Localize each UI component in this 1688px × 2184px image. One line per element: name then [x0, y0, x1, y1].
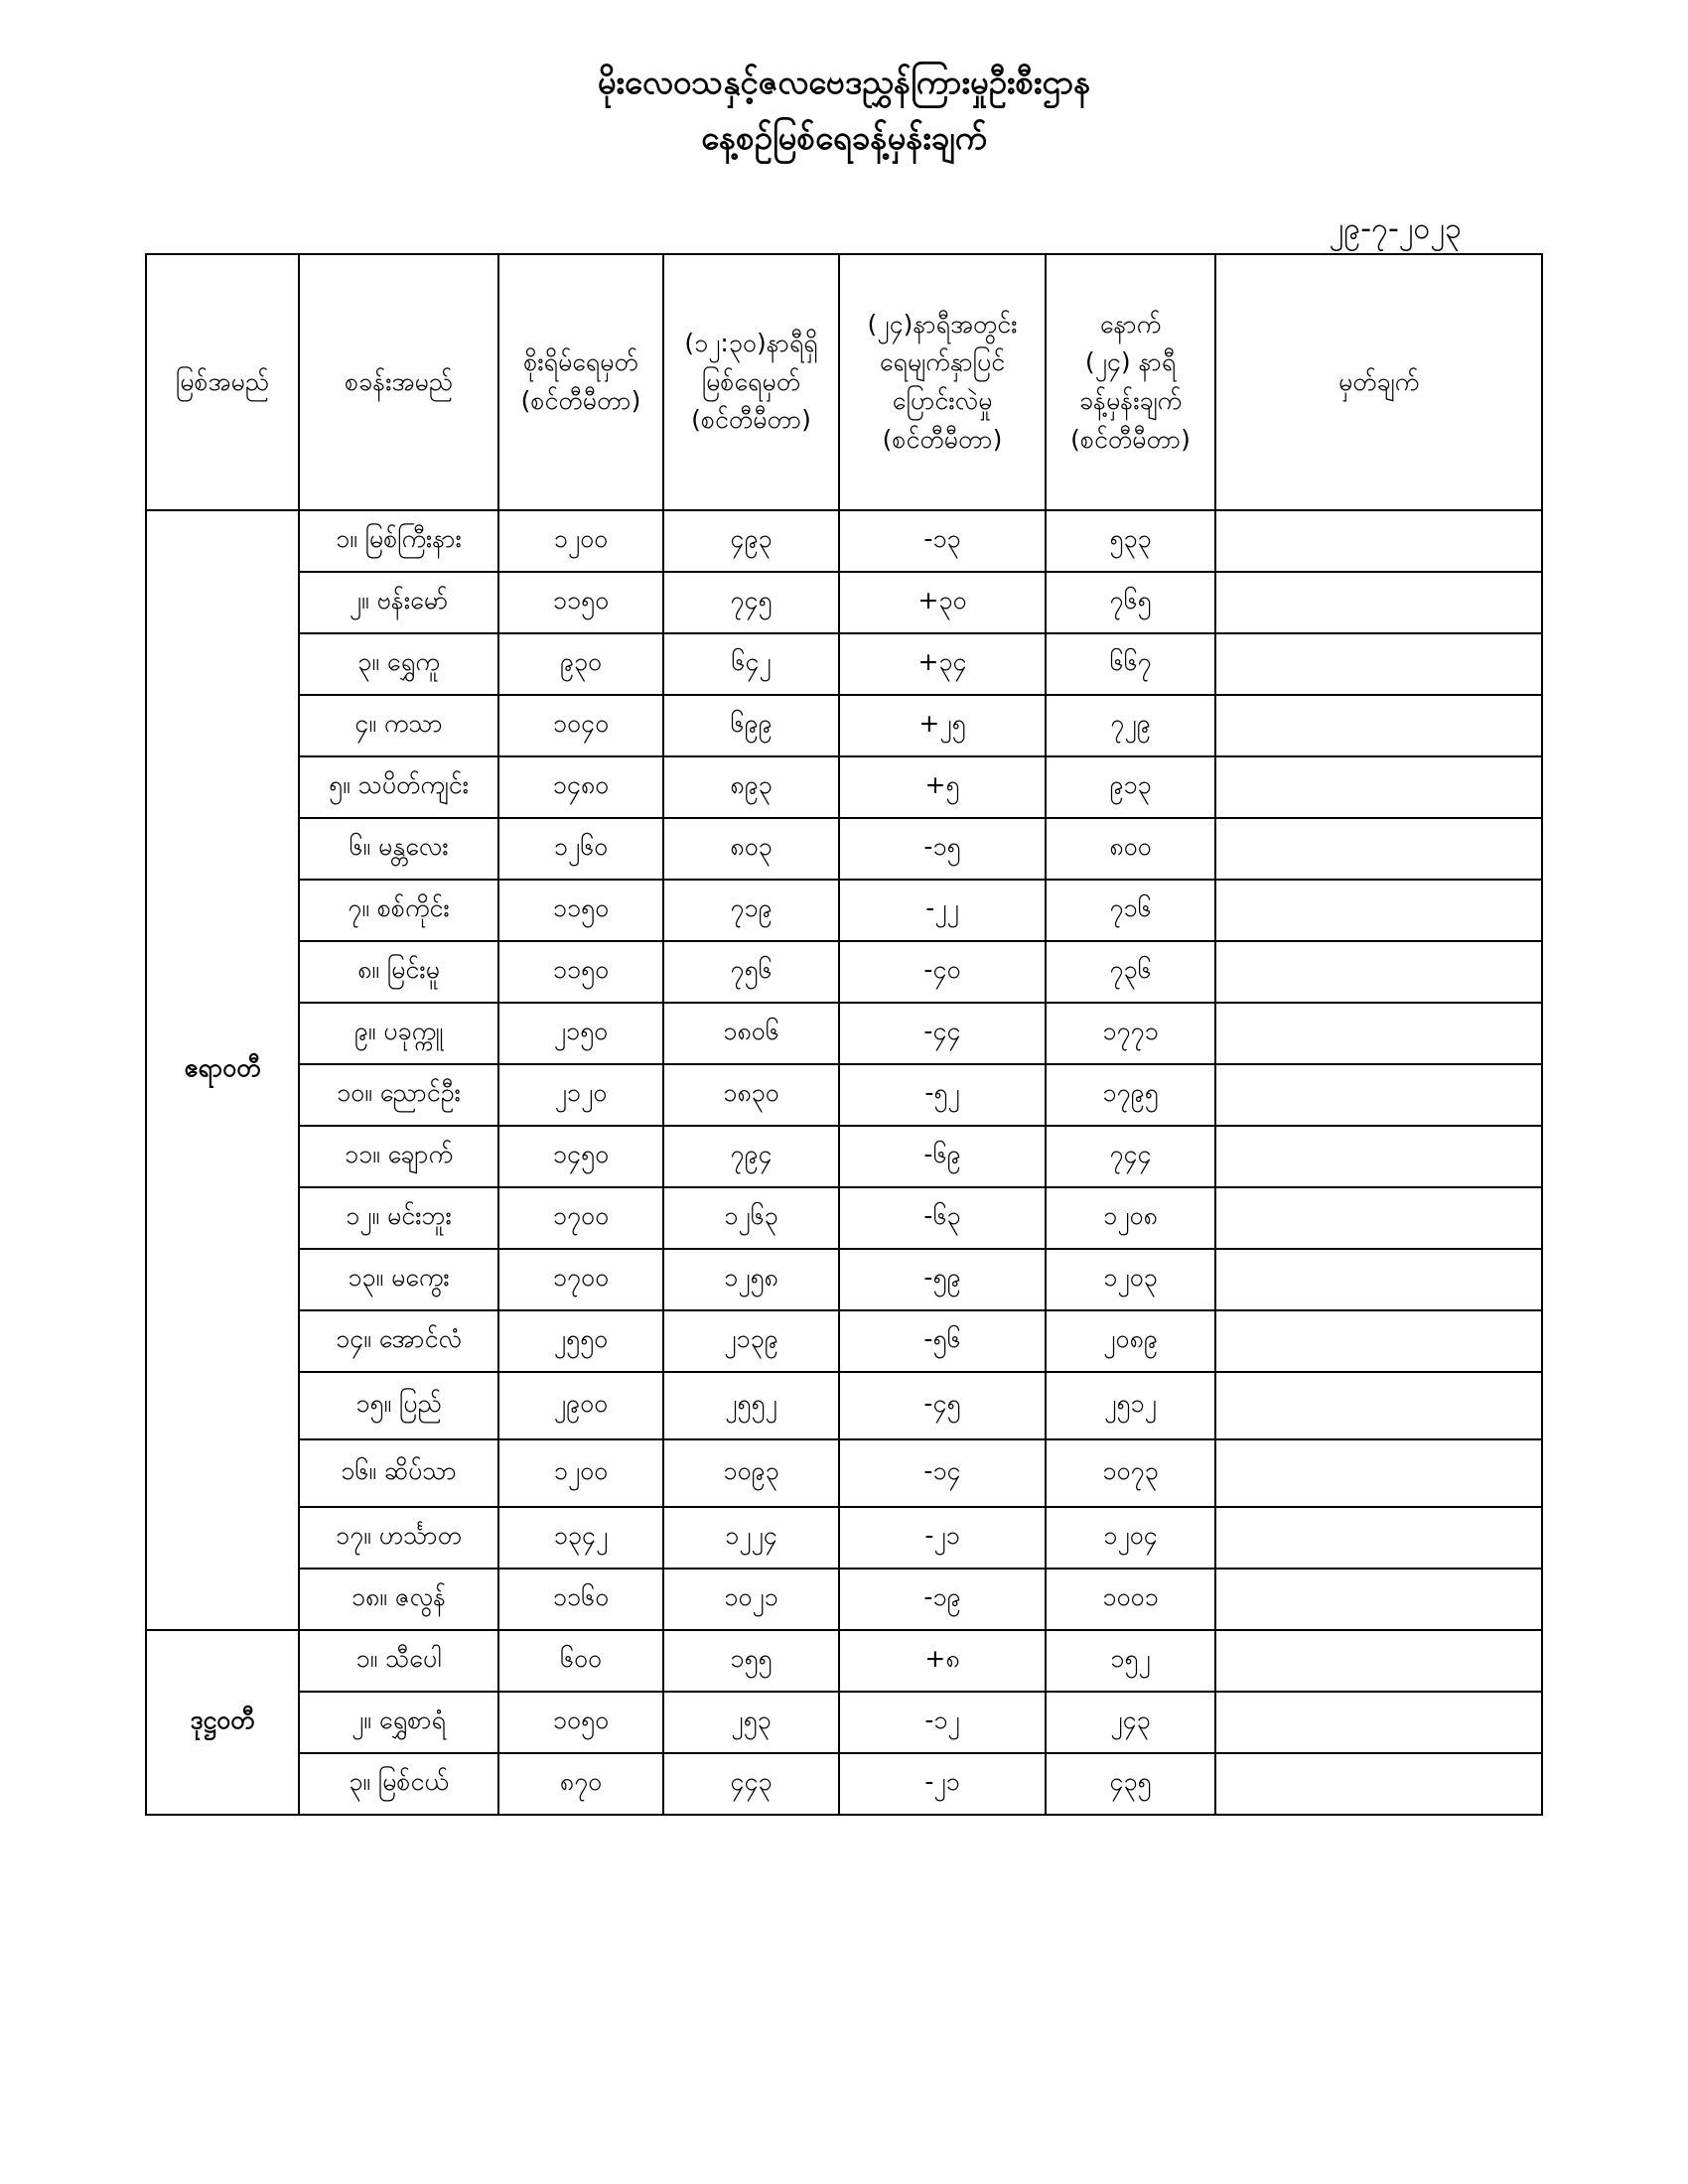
water-level-change: -၁၂ [839, 1692, 1046, 1753]
water-level-change: -၅၆ [839, 1310, 1046, 1372]
forecast-level: ၁၀၇၃ [1046, 1439, 1215, 1507]
remark [1215, 1753, 1542, 1815]
station-name: ၃။ ရွှေကူ [299, 633, 498, 695]
header-station [299, 254, 498, 510]
forecast-level: ၁၀၀၁ [1046, 1569, 1215, 1630]
water-level-change: -၄၀ [839, 941, 1046, 1003]
danger-level: ၁၇၀၀ [498, 1187, 663, 1249]
current-level: ၈၉၃ [663, 756, 839, 818]
table-header [146, 254, 1542, 510]
forecast-level: ၇၄၄ [1046, 1126, 1215, 1187]
table-row [146, 1692, 1542, 1753]
station-name: ၁၁။ ချောက် [299, 1126, 498, 1187]
forecast-level: ၂၅၁၂ [1046, 1372, 1215, 1439]
remark [1215, 1064, 1542, 1126]
danger-level: ၁၂၀၀ [498, 510, 663, 572]
remark [1215, 510, 1542, 572]
current-level: ၇၉၄ [663, 1126, 839, 1187]
table-row [146, 756, 1542, 818]
station-name: ၁၆။ ဆိပ်သာ [299, 1439, 498, 1507]
header-line: (စင်တီမီတာ) [520, 386, 641, 415]
header-line: (၂၄) နာရီ [1084, 347, 1177, 377]
forecast-level: ၁၂၀၄ [1046, 1507, 1215, 1569]
forecast-level: ၁၂၀၃ [1046, 1249, 1215, 1310]
header-line: (၁၂:၃၀)နာရီရှိ [684, 328, 818, 357]
table-row [146, 1064, 1542, 1126]
danger-level: ၁၄၈၀ [498, 756, 663, 818]
table-row [146, 1126, 1542, 1187]
table-row [146, 1372, 1542, 1439]
station-name: ၄။ ကသာ [299, 695, 498, 756]
water-level-change: -၁၄ [839, 1439, 1046, 1507]
header-line: (စင်တီမီတာ) [882, 424, 1003, 454]
table-row [146, 695, 1542, 756]
station-name: ၁၇။ ဟင်္သာတ [299, 1507, 498, 1569]
danger-level: ၁၇၀၀ [498, 1249, 663, 1310]
station-name: ၁၃။ မကွေး [299, 1249, 498, 1310]
table-row [146, 572, 1542, 633]
forecast-level: ၂၀၈၉ [1046, 1310, 1215, 1372]
header-line: စိုးရိမ်ရေမှတ် [523, 347, 638, 377]
danger-level: ၉၃၀ [498, 633, 663, 695]
station-name: ၁၀။ ညောင်ဦး [299, 1064, 498, 1126]
danger-level: ၆၀၀ [498, 1630, 663, 1692]
remark [1215, 1126, 1542, 1187]
station-name: ၆။ မန္တလေး [299, 818, 498, 880]
forecast-level: ၆၆၇ [1046, 633, 1215, 695]
water-level-change: +၅ [839, 756, 1046, 818]
header-line: ပြောင်းလဲမှု [892, 386, 993, 415]
water-level-change: -၁၉ [839, 1569, 1046, 1630]
water-level-change: -၅၉ [839, 1249, 1046, 1310]
water-level-change: -၂၂ [839, 880, 1046, 941]
header-line: မှတ်ချက် [1337, 366, 1420, 396]
current-level: ၂၁၃၉ [663, 1310, 839, 1372]
water-level-change: -၆၃ [839, 1187, 1046, 1249]
station-name: ၂။ ဗန်းမော် [299, 572, 498, 633]
table-row [146, 1310, 1542, 1372]
station-name: ၁၂။ မင်းဘူး [299, 1187, 498, 1249]
current-level: ၁၀၂၁ [663, 1569, 839, 1630]
current-level: ၁၂၅၈ [663, 1249, 839, 1310]
station-name: ၅။ သပိတ်ကျင်း [299, 756, 498, 818]
current-level: ၇၄၅ [663, 572, 839, 633]
report-date: ၂၉-၇-၂၀၂၃ [1329, 211, 1462, 246]
current-level: ၁၈၃၀ [663, 1064, 839, 1126]
forecast-level: ၂၄၃ [1046, 1692, 1215, 1753]
station-name: ၁၄။ အောင်လံ [299, 1310, 498, 1372]
page-subtitle: နေ့စဉ်မြစ်ရေခန့်မှန်းချက် [701, 118, 987, 157]
station-name: ၁။ မြစ်ကြီးနား [299, 510, 498, 572]
danger-level: ၁၄၅၀ [498, 1126, 663, 1187]
current-level: ၄၄၃ [663, 1753, 839, 1815]
table-row [146, 1249, 1542, 1310]
forecast-level: ၈၀၀ [1046, 818, 1215, 880]
current-level: ၂၅၃ [663, 1692, 839, 1753]
danger-level: ၁၃၄၂ [498, 1507, 663, 1569]
current-level: ၁၂၆၃ [663, 1187, 839, 1249]
forecast-level: ၇၂၉ [1046, 695, 1215, 756]
table-row [146, 1630, 1542, 1692]
water-level-change: +၃၄ [839, 633, 1046, 695]
station-name: ၁၅။ ပြည် [299, 1372, 498, 1439]
current-level: ၈၀၃ [663, 818, 839, 880]
header-remarks [1215, 254, 1542, 510]
forecast-level: ၁၂၀၈ [1046, 1187, 1215, 1249]
water-level-change: -၂၁ [839, 1507, 1046, 1569]
danger-level: ၂၉၀၀ [498, 1372, 663, 1439]
remark [1215, 941, 1542, 1003]
header-line: (စင်တီမီတာ) [691, 405, 811, 435]
current-level: ၇၁၉ [663, 880, 839, 941]
remark [1215, 1372, 1542, 1439]
forecast-level: ၇၃၆ [1046, 941, 1215, 1003]
station-name: ၈။ မြင်းမူ [299, 941, 498, 1003]
table-row [146, 1507, 1542, 1569]
station-name: ၁၈။ ဇလွန် [299, 1569, 498, 1630]
danger-level: ၁၂၆၀ [498, 818, 663, 880]
table-row [146, 510, 1542, 572]
water-level-change: -၂၁ [839, 1753, 1046, 1815]
forecast-level: ၁၇၇၁ [1046, 1003, 1215, 1064]
remark [1215, 1569, 1542, 1630]
forecast-level: ၇၆၅ [1046, 572, 1215, 633]
danger-level: ၁၀၄၀ [498, 695, 663, 756]
forecast-level: ၉၁၃ [1046, 756, 1215, 818]
table-row [146, 1439, 1542, 1507]
danger-level: ၈၇၀ [498, 1753, 663, 1815]
danger-level: ၁၁၅၀ [498, 880, 663, 941]
danger-level: ၂၁၂၀ [498, 1064, 663, 1126]
header-river [146, 254, 299, 510]
water-level-change: +၈ [839, 1630, 1046, 1692]
current-level: ၇၅၆ [663, 941, 839, 1003]
table-row [146, 1187, 1542, 1249]
header-24h-forecast [1046, 254, 1215, 510]
forecast-level: ၁၅၂ [1046, 1630, 1215, 1692]
current-level: ၁၅၅ [663, 1630, 839, 1692]
remark [1215, 633, 1542, 695]
remark [1215, 1187, 1542, 1249]
table-row [146, 1753, 1542, 1815]
header-line: နောက် [1099, 309, 1162, 339]
header-line: မြစ်ရေမှတ် [701, 366, 801, 396]
river-name: ဒုဋ္ဌဝတီ [146, 1630, 299, 1815]
header-danger-level [498, 254, 663, 510]
station-name: ၂။ ရွှေစာရံ [299, 1692, 498, 1753]
remark [1215, 1310, 1542, 1372]
current-level: ၁၂၂၄ [663, 1507, 839, 1569]
remark [1215, 1003, 1542, 1064]
river-name: ဧရာဝတီ [146, 510, 299, 1630]
forecast-level: ၁၇၉၅ [1046, 1064, 1215, 1126]
header-current-level [663, 254, 839, 510]
water-level-change: -၄၄ [839, 1003, 1046, 1064]
header-line: စခန်းအမည် [345, 366, 453, 396]
danger-level: ၁၀၅၀ [498, 1692, 663, 1753]
water-level-change: -၁၃ [839, 510, 1046, 572]
danger-level: ၁၂၀၀ [498, 1439, 663, 1507]
header-24h-change [839, 254, 1046, 510]
header-line: (စင်တီမီတာ) [1070, 424, 1191, 454]
water-level-change: +၂၅ [839, 695, 1046, 756]
table-row [146, 941, 1542, 1003]
water-level-change: -၄၅ [839, 1372, 1046, 1439]
remark [1215, 880, 1542, 941]
current-level: ၆၉၉ [663, 695, 839, 756]
forecast-level: ၅၃၃ [1046, 510, 1215, 572]
table-body [146, 510, 1542, 1815]
remark [1215, 818, 1542, 880]
table-row [146, 880, 1542, 941]
remark [1215, 1630, 1542, 1692]
remark [1215, 1692, 1542, 1753]
header-line: ရေမျက်နှာပြင် [879, 347, 1006, 377]
station-name: ၃။ မြစ်ငယ် [299, 1753, 498, 1815]
danger-level: ၁၁၆၀ [498, 1569, 663, 1630]
remark [1215, 756, 1542, 818]
danger-level: ၂၅၅၀ [498, 1310, 663, 1372]
water-level-change: -၁၅ [839, 818, 1046, 880]
water-level-change: -၆၉ [839, 1126, 1046, 1187]
current-level: ၆၄၂ [663, 633, 839, 695]
current-level: ၂၅၅၂ [663, 1372, 839, 1439]
page-title: မိုးလေဝသနှင့်ဇလဗေဒညွှန်ကြားမှုဦးစီးဌာန [597, 63, 1091, 101]
header-line: (၂၄)နာရီအတွင်း [867, 309, 1018, 339]
current-level: ၄၉၃ [663, 510, 839, 572]
table-row [146, 818, 1542, 880]
station-name: ၁။ သီပေါ [299, 1630, 498, 1692]
table-row [146, 1003, 1542, 1064]
header-line: ခန့်မှန်းချက် [1078, 386, 1183, 415]
remark [1215, 695, 1542, 756]
remark [1215, 1439, 1542, 1507]
remark [1215, 572, 1542, 633]
water-level-change: +၃၀ [839, 572, 1046, 633]
remark [1215, 1249, 1542, 1310]
header-line: မြစ်အမည် [176, 366, 269, 396]
forecast-level: ၄၃၅ [1046, 1753, 1215, 1815]
water-level-change: -၅၂ [839, 1064, 1046, 1126]
station-name: ၇။ စစ်ကိုင်း [299, 880, 498, 941]
table-row [146, 633, 1542, 695]
remark [1215, 1507, 1542, 1569]
danger-level: ၁၁၅၀ [498, 941, 663, 1003]
current-level: ၁၀၉၃ [663, 1439, 839, 1507]
danger-level: ၁၁၅၀ [498, 572, 663, 633]
current-level: ၁၈၀၆ [663, 1003, 839, 1064]
river-forecast-table [145, 253, 1543, 1816]
danger-level: ၂၁၅၀ [498, 1003, 663, 1064]
table-row [146, 1569, 1542, 1630]
station-name: ၉။ ပခုက္ကူ [299, 1003, 498, 1064]
forecast-level: ၇၁၆ [1046, 880, 1215, 941]
